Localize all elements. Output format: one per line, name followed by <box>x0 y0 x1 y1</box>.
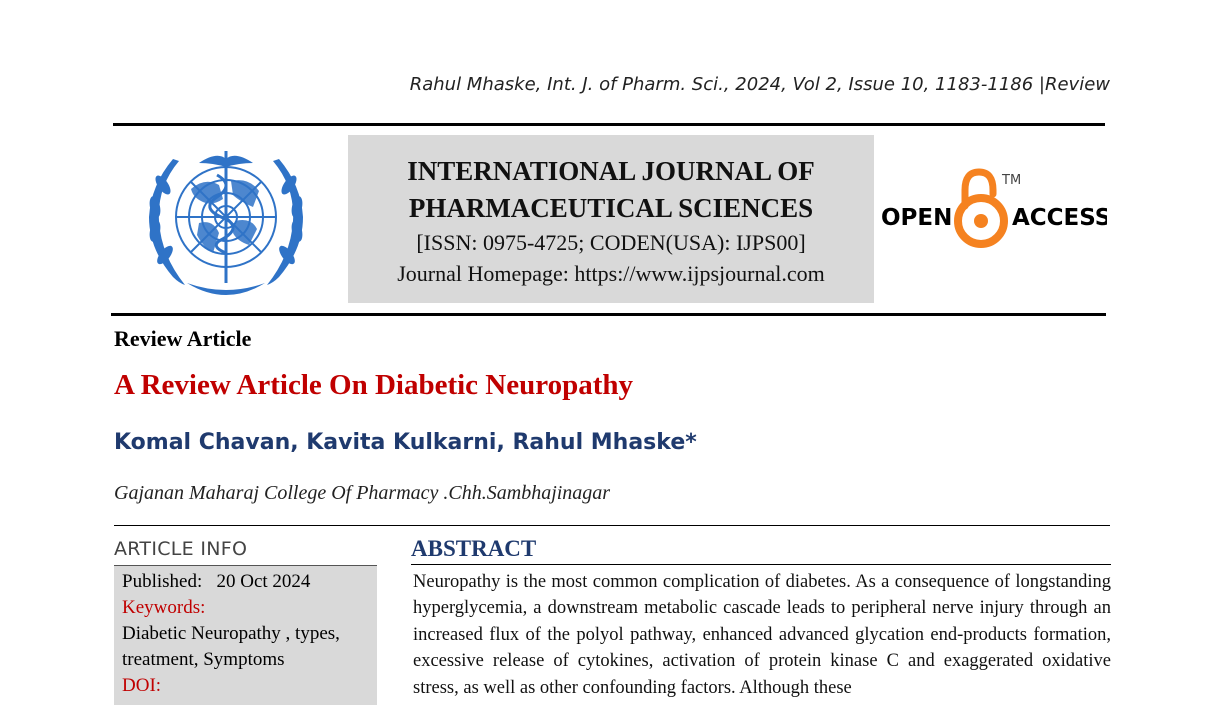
journal-homepage: Journal Homepage: https://www.ijpsjournal.com <box>397 261 825 286</box>
journal-title <box>348 153 874 227</box>
doi-label: DOI: <box>122 675 162 696</box>
journal-masthead <box>348 135 874 303</box>
open-access-logo <box>881 168 1107 252</box>
journal-title-line1: INTERNATIONAL JOURNAL OF <box>407 156 815 186</box>
abstract-rule <box>411 564 1111 565</box>
keywords-label: Keywords: <box>122 597 206 618</box>
journal-emblem-logo <box>127 137 325 305</box>
article-info-heading: ARTICLE INFO <box>114 538 248 560</box>
open-access-open-text: OPEN <box>881 205 953 231</box>
article-affiliation: Gajanan Maharaj College Of Pharmacy .Chh.Sambhajinagar <box>114 482 611 504</box>
section-divider <box>114 525 1110 526</box>
abstract-text: Neuropathy is the most common complication of diabetes. As a consequence of longstanding hyperglycemia, a downstream metabolic cascade leads to peripheral nerve injury through an increased flux of the polyol pathway, enhanced advanced glycation end-products formation, excessive release of cytokines, activation of protein kinase C and exaggerated oxidative stress, as well as other confounding factors. Although these <box>413 572 1111 698</box>
header-rule-top <box>113 123 1105 126</box>
published-label: Published: <box>122 571 203 592</box>
open-access-tm: TM <box>1002 173 1022 188</box>
article-authors: Komal Chavan, Kavita Kulkarni, Rahul Mhaske* <box>114 430 697 455</box>
article-title: A Review Article On Diabetic Neuropathy <box>114 369 633 401</box>
published-row <box>122 569 377 595</box>
open-access-access-text: ACCESS <box>1012 205 1107 231</box>
abstract-heading: ABSTRACT <box>411 536 537 561</box>
header-rule-bottom <box>111 313 1106 316</box>
article-type: Review Article <box>114 326 252 351</box>
journal-issn: [ISSN: 0975-4725; CODEN(USA): IJPS00] <box>416 230 806 255</box>
running-header: Rahul Mhaske, Int. J. of Pharm. Sci., 2024, Vol 2, Issue 10, 1183-1186 |Review <box>409 74 1110 95</box>
keywords-line-2: treatment, Symptoms <box>122 649 285 670</box>
keywords-line-1: Diabetic Neuropathy , types, <box>122 623 340 644</box>
published-date: 20 Oct 2024 <box>216 571 311 592</box>
journal-title-line2: PHARMACEUTICAL SCIENCES <box>408 193 814 223</box>
article-info-panel <box>114 565 377 705</box>
